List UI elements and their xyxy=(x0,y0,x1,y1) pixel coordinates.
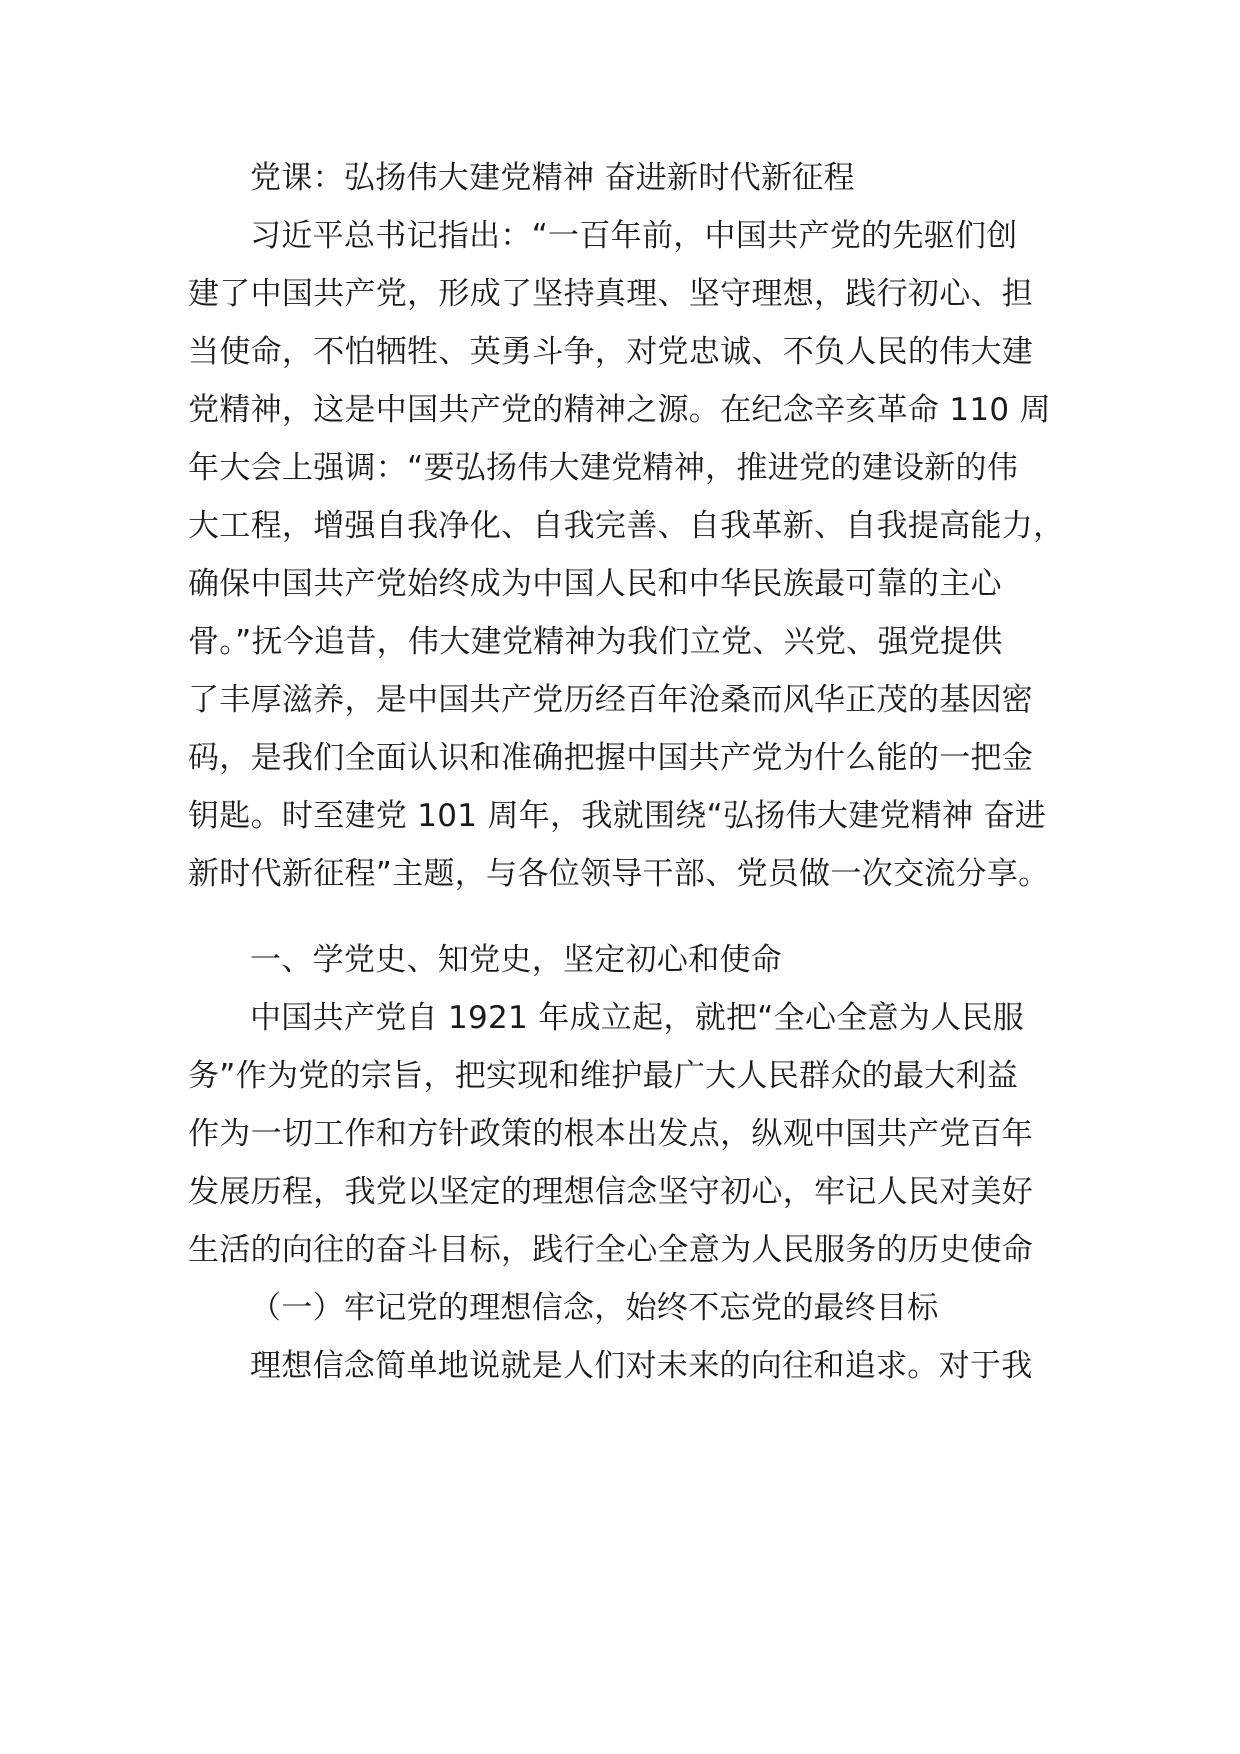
paragraph-line: 务”作为党的宗旨，把实现和维护最广大人民群众的最大利益 xyxy=(188,1058,1019,1094)
paragraph-line: 生活的向往的奋斗目标，践行全心全意为人民服务的历史使命 xyxy=(188,1232,1034,1268)
section-heading: 一、学党史、知党史，坚定初心和使命 xyxy=(250,942,783,978)
paragraph-line: 确保中国共产党始终成为中国人民和中华民族最可靠的主心 xyxy=(188,566,1002,602)
paragraph-line: 了丰厚滋养，是中国共产党历经百年沧桑而风华正茂的基因密 xyxy=(188,682,1034,718)
paragraph-line: 习近平总书记指出：“一百年前，中国共产党的先驱们创 xyxy=(250,218,1018,254)
paragraph-line: 钥匙。时至建党 101 周年，我就围绕“弘扬伟大建党精神 奋进 xyxy=(188,798,1047,834)
paragraph-line: 年大会上强调：“要弘扬伟大建党精神，推进党的建设新的伟 xyxy=(188,450,1019,486)
paragraph-line: 新时代新征程”主题，与各位领导干部、党员做一次交流分享。 xyxy=(188,856,1050,892)
paragraph-line: 理想信念简单地说就是人们对未来的向往和追求。对于我 xyxy=(250,1348,1033,1384)
paragraph-line: 骨。”抚今追昔，伟大建党精神为我们立党、兴党、强党提供 xyxy=(188,624,1003,660)
paragraph-line: 党精神，这是中国共产党的精神之源。在纪念辛亥革命 110 周 xyxy=(188,392,1051,428)
paragraph-line: 作为一切工作和方针政策的根本出发点，纵观中国共产党百年 xyxy=(188,1116,1034,1152)
paragraph-line: 大工程，增强自我净化、自我完善、自我革新、自我提高能力， xyxy=(188,508,1065,544)
subsection-heading: （一）牢记党的理想信念，始终不忘党的最终目标 xyxy=(250,1290,939,1326)
paragraph-line: 建了中国共产党，形成了坚持真理、坚守理想，践行初心、担 xyxy=(188,276,1034,312)
paragraph-line: 当使命，不怕牺牲、英勇斗争，对党忠诚、不负人民的伟大建 xyxy=(188,334,1034,370)
paragraph-line: 码，是我们全面认识和准确把握中国共产党为什么能的一把金 xyxy=(188,740,1034,776)
document-title: 党课：弘扬伟大建党精神 奋进新时代新征程 xyxy=(250,160,855,196)
paragraph-line: 发展历程，我党以坚定的理想信念坚守初心，牢记人民对美好 xyxy=(188,1174,1034,1210)
paragraph-line: 中国共产党自 1921 年成立起，就把“全心全意为人民服 xyxy=(250,1000,1025,1036)
